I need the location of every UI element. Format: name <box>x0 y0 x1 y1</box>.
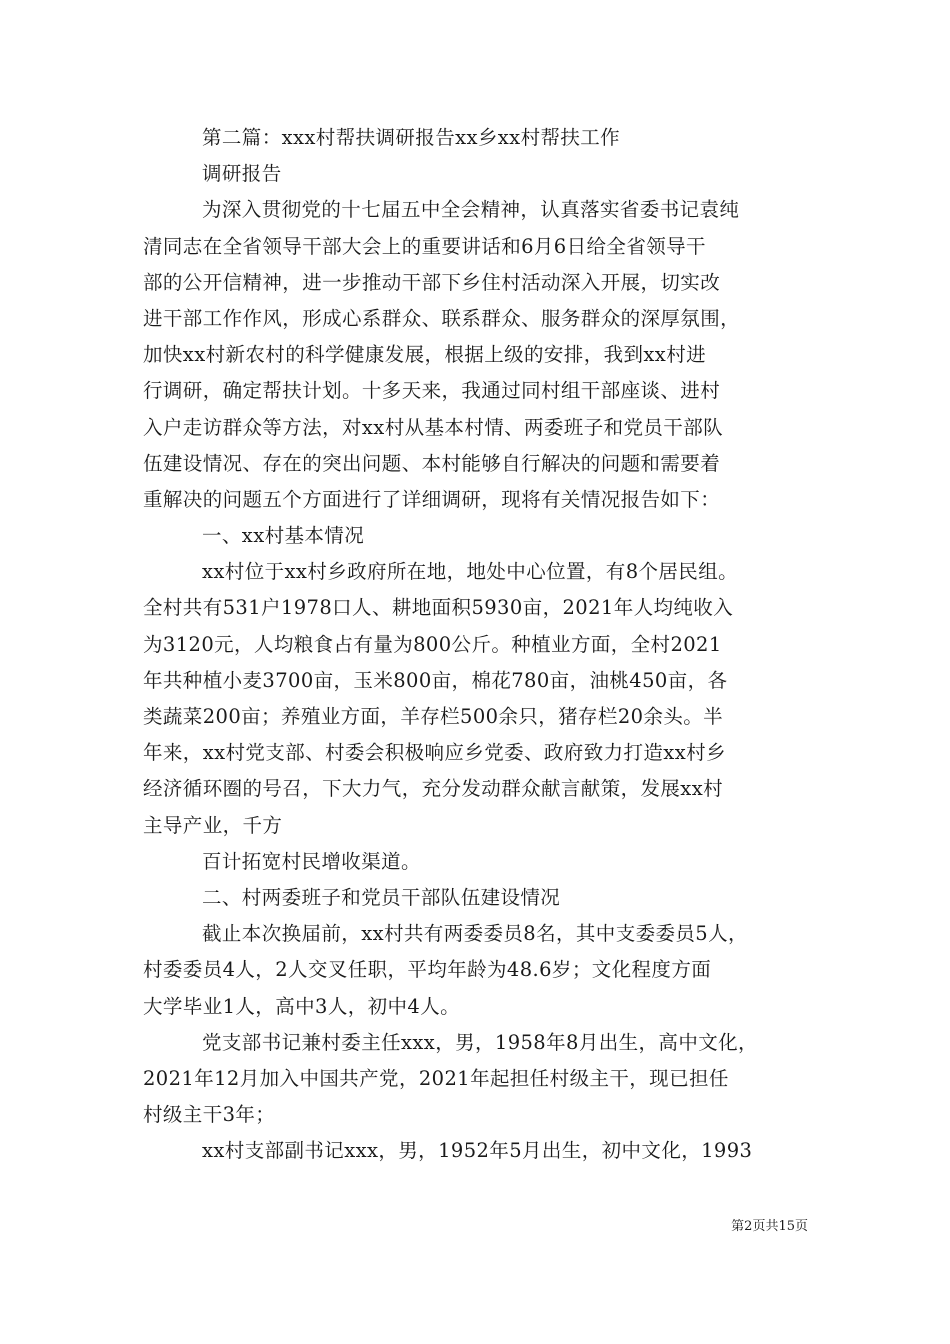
text-line: 为3120元，人均粮食占有量为800公斤。种植业方面，全村2021 <box>143 632 722 656</box>
text-line: 年来，xx村党支部、村委会积极响应乡党委、政府致力打造xx村乡 <box>143 741 726 765</box>
text-line: 加快xx村新农村的科学健康发展，根据上级的安排，我到xx村进 <box>143 343 706 367</box>
text-line: 年共种植小麦3700亩，玉米800亩，棉花780亩，油桃450亩，各 <box>143 668 728 692</box>
text-line: 截止本次换届前，xx村共有两委委员8名，其中支委委员5人， <box>202 922 748 946</box>
text-line: 百计拓宽村民增收渠道。 <box>202 849 421 873</box>
text-line: 主导产业，千方 <box>143 813 283 837</box>
text-line: 大学毕业1人，高中3人，初中4人。 <box>143 994 461 1018</box>
document-body <box>143 120 813 1169</box>
text-line: 调研报告 <box>202 162 282 186</box>
text-line: 二、村两委班子和党员干部队伍建设情况 <box>202 885 561 909</box>
text-line: 为深入贯彻党的十七届五中全会精神，认真落实省委书记袁纯 <box>202 198 740 222</box>
text-line: 2021年12月加入中国共产党，2021年起担任村级主干，现已担任 <box>143 1066 729 1090</box>
text-line: xx村支部副书记xxx，男，1952年5月出生，初中文化，1993 <box>202 1139 753 1163</box>
text-line: 入户走访群众等方法，对xx村从基本村情、两委班子和党员干部队 <box>143 415 723 439</box>
text-line: 伍建设情况、存在的突出问题、本村能够自行解决的问题和需要着 <box>143 451 721 475</box>
text-line: 党支部书记兼村委主任xxx，男，1958年8月出生，高中文化， <box>202 1030 758 1054</box>
text-line: 村委委员4人，2人交叉任职，平均年龄为48.6岁；文化程度方面 <box>143 958 712 982</box>
page-number: 第2页共15页 <box>731 1219 808 1234</box>
text-line: 村级主干3年； <box>143 1103 276 1127</box>
text-line: 经济循环圈的号召，下大力气，充分发动群众献言献策，发展xx村 <box>143 777 723 801</box>
text-line: 进干部工作作风，形成心系群众、联系群众、服务群众的深厚氛围， <box>143 306 741 330</box>
text-line: 类蔬菜200亩；养殖业方面，羊存栏500余只，猪存栏20余头。半 <box>143 705 724 728</box>
text-line: 第二篇：xxx村帮扶调研报告xx乡xx村帮扶工作 <box>202 126 621 149</box>
text-line: 清同志在全省领导干部大会上的重要讲话和6月6日给全省领导干 <box>143 234 706 258</box>
text-line: 一、xx村基本情况 <box>202 524 365 548</box>
text-line: 行调研，确定帮扶计划。十多天来，我通过同村组干部座谈、进村 <box>143 379 721 403</box>
text-line: 部的公开信精神，进一步推动干部下乡住村活动深入开展，切实改 <box>143 270 721 294</box>
text-line: 全村共有531户1978口人、耕地面积5930亩，2021年人均纯收入 <box>143 596 734 620</box>
text-line: 重解决的问题五个方面进行了详细调研，现将有关情况报告如下： <box>143 487 721 511</box>
text-line: xx村位于xx村乡政府所在地，地处中心位置，有8个居民组。 <box>202 560 738 584</box>
